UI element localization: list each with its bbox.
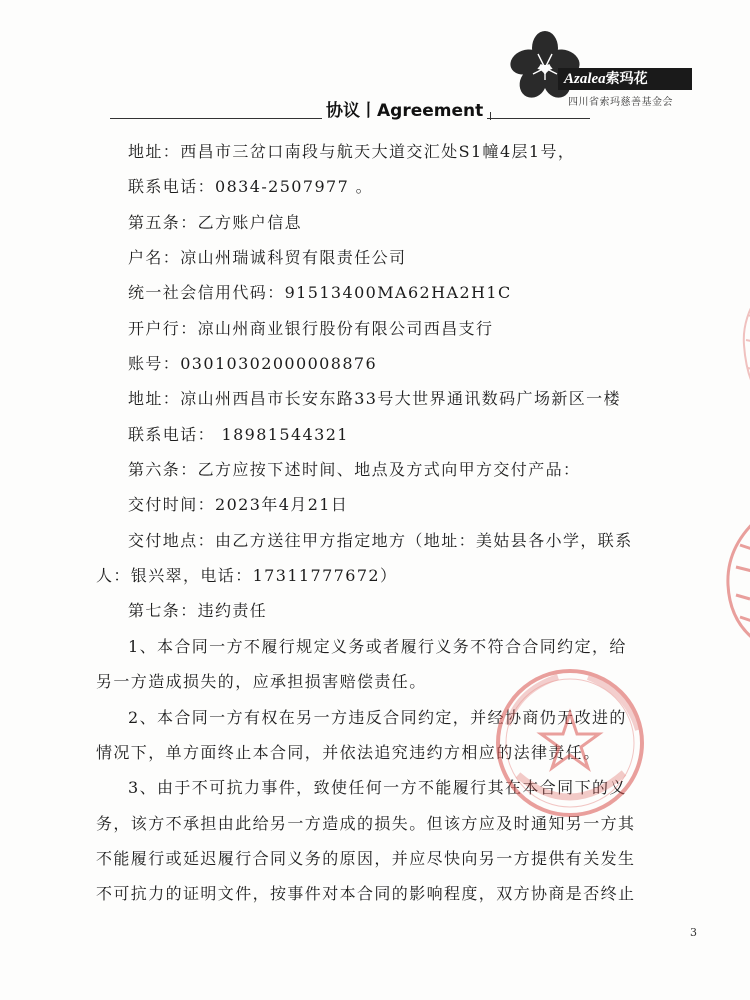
text-line: 开户行：凉山州商业银行股份有限公司西昌支行 xyxy=(128,319,494,338)
foundation-logo xyxy=(500,28,700,112)
edge-seal-fragment xyxy=(722,505,750,655)
text-line: 人：银兴翠，电话：17311777672） xyxy=(96,566,398,585)
logo-org-name: 四川省索玛慈善基金会 xyxy=(568,97,673,108)
text-line: 户名：凉山州瑞诚科贸有限责任公司 xyxy=(128,248,407,267)
text-line: 务，该方不承担由此给另一方造成的损失。但该方应及时通知另一方其 xyxy=(96,814,636,833)
text-line: 交付地点：由乙方送往甲方指定地方（地址：美姑县各小学，联系 xyxy=(128,531,633,550)
text-line: 情况下，单方面终止本合同，并依法追究违约方相应的法律责任。 xyxy=(96,743,601,762)
page-title: 协议丨Agreement xyxy=(322,96,487,121)
logo-brand-band xyxy=(558,68,692,90)
section-heading: 第六条：乙方应按下述时间、地点及方式向甲方交付产品： xyxy=(128,460,581,479)
text-line: 账号：03010302000008876 xyxy=(128,354,378,373)
text-line: 不可抗力的证明文件，按事件对本合同的影响程度，双方协商是否终止 xyxy=(96,884,636,903)
edge-seal-fragment-faint xyxy=(738,290,750,400)
text-line: 联系电话：0834-2507977 。 xyxy=(128,177,374,196)
text-line: 1、本合同一方不履行规定义务或者履行义务不符合合同约定，给 xyxy=(128,637,627,656)
text-line: 2、本合同一方有权在另一方违反合同约定，并经协商仍无改进的 xyxy=(128,708,627,727)
logo-brand-text: Azalea xyxy=(564,71,606,87)
text-line: 3、由于不可抗力事件，致使任何一方不能履行其在本合同下的义 xyxy=(128,778,627,797)
section-heading: 第七条：违约责任 xyxy=(128,601,268,620)
page-number: 3 xyxy=(690,926,697,939)
text-line: 统一社会信用代码：91513400MA62HA2H1C xyxy=(128,283,512,302)
header-divider-accent xyxy=(490,112,497,120)
text-line: 交付时间：2023年4月21日 xyxy=(128,495,349,514)
text-line: 另一方造成损失的，应承担损害赔偿责任。 xyxy=(96,672,427,691)
text-line: 联系电话： 18981544321 xyxy=(128,425,349,444)
text-line: 地址：凉山州西昌市长安东路33号大世界通讯数码广场新区一楼 xyxy=(128,389,621,408)
logo-brand-cn: 索玛花 xyxy=(605,71,648,87)
text-line: 不能履行或延迟履行合同义务的原因，并应尽快向另一方提供有关发生 xyxy=(96,849,636,868)
text-line: 地址：西昌市三岔口南段与航天大道交汇处S1幢4层1号， xyxy=(128,142,576,161)
section-heading: 第五条：乙方账户信息 xyxy=(128,213,303,232)
